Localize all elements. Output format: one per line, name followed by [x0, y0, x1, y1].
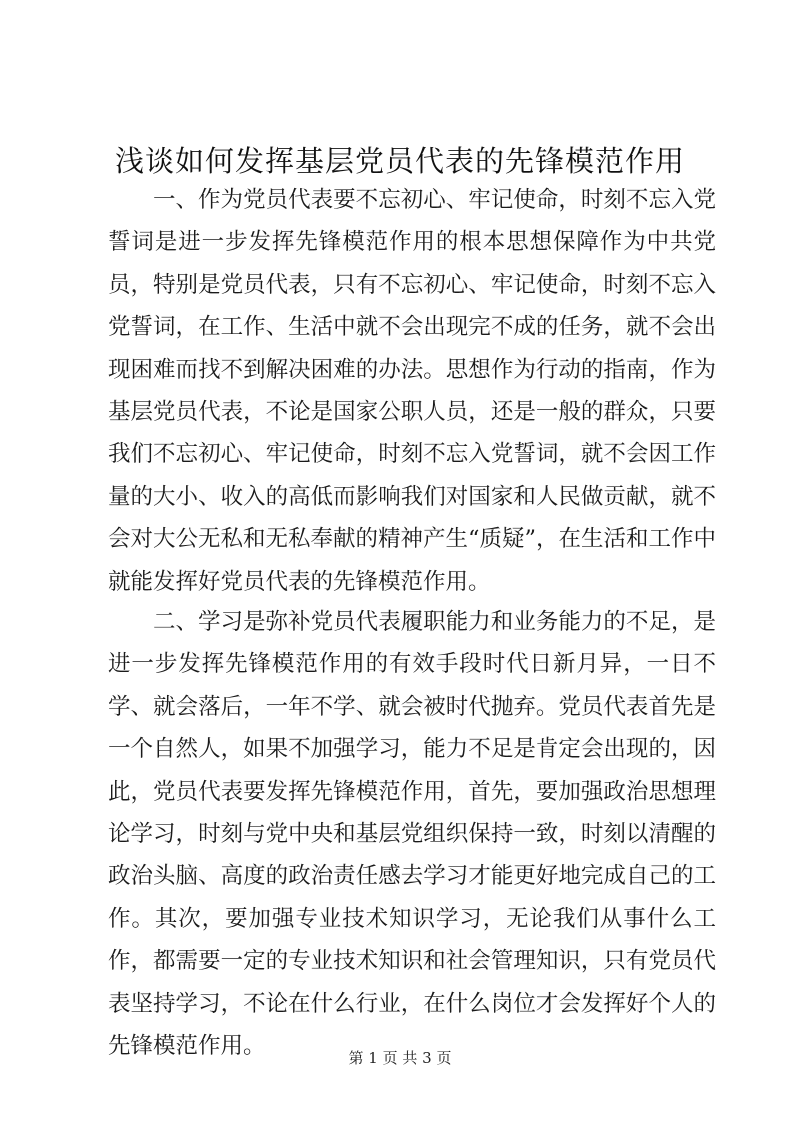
page-footer: 第 1 页 共 3 页	[348, 1049, 452, 1067]
paragraph-2: 二、学习是弥补党员代表履职能力和业务能力的不足，是进一步发挥先锋模范作用的有效手段时代日新月异，一日不学、就会落后，一年不学、就会被时代抛弃。党员代表首先是一个自然人，如果不加强学习，能力不足是肯定会出现的，因此，党员代表要发挥先锋模范作用，首先，要加强政治思想理论学习，时刻与党中央和基层党组织保持一致，时刻以清醒的政治头脑、高度的政治责任感去学习才能更好地完成自己的工作。其次，要加强专业技术知识学习，无论我们从事什么工作，都需要一定的专业技术知识和社会管理知识，只有党员代表坚持学习，不论在什么行业，在什么岗位才会发挥好个人的先锋模范作用。	[108, 609, 716, 1060]
paragraph-1: 一、作为党员代表要不忘初心、牢记使命，时刻不忘入党誓词是进一步发挥先锋模范作用的根本思想保障作为中共党员，特别是党员代表，只有不忘初心、牢记使命，时刻不忘入党誓词，在工作、生活中就不会出现完不成的任务，就不会出现困难而找不到解决困难的办法。思想作为行动的指南，作为基层党员代表，不论是国家公职人员，还是一般的群众，只要我们不忘初心、牢记使命，时刻不忘入党誓词，就不会因工作量的大小、收入的高低而影响我们对国家和人民做贡献，就不会对大公无私和无私奉献的精神产生“质疑”，在生活和工作中就能发挥好党员代表的先锋模范作用。	[108, 187, 717, 595]
document-title: 浅谈如何发挥基层党员代表的先锋模范作用	[114, 144, 685, 178]
